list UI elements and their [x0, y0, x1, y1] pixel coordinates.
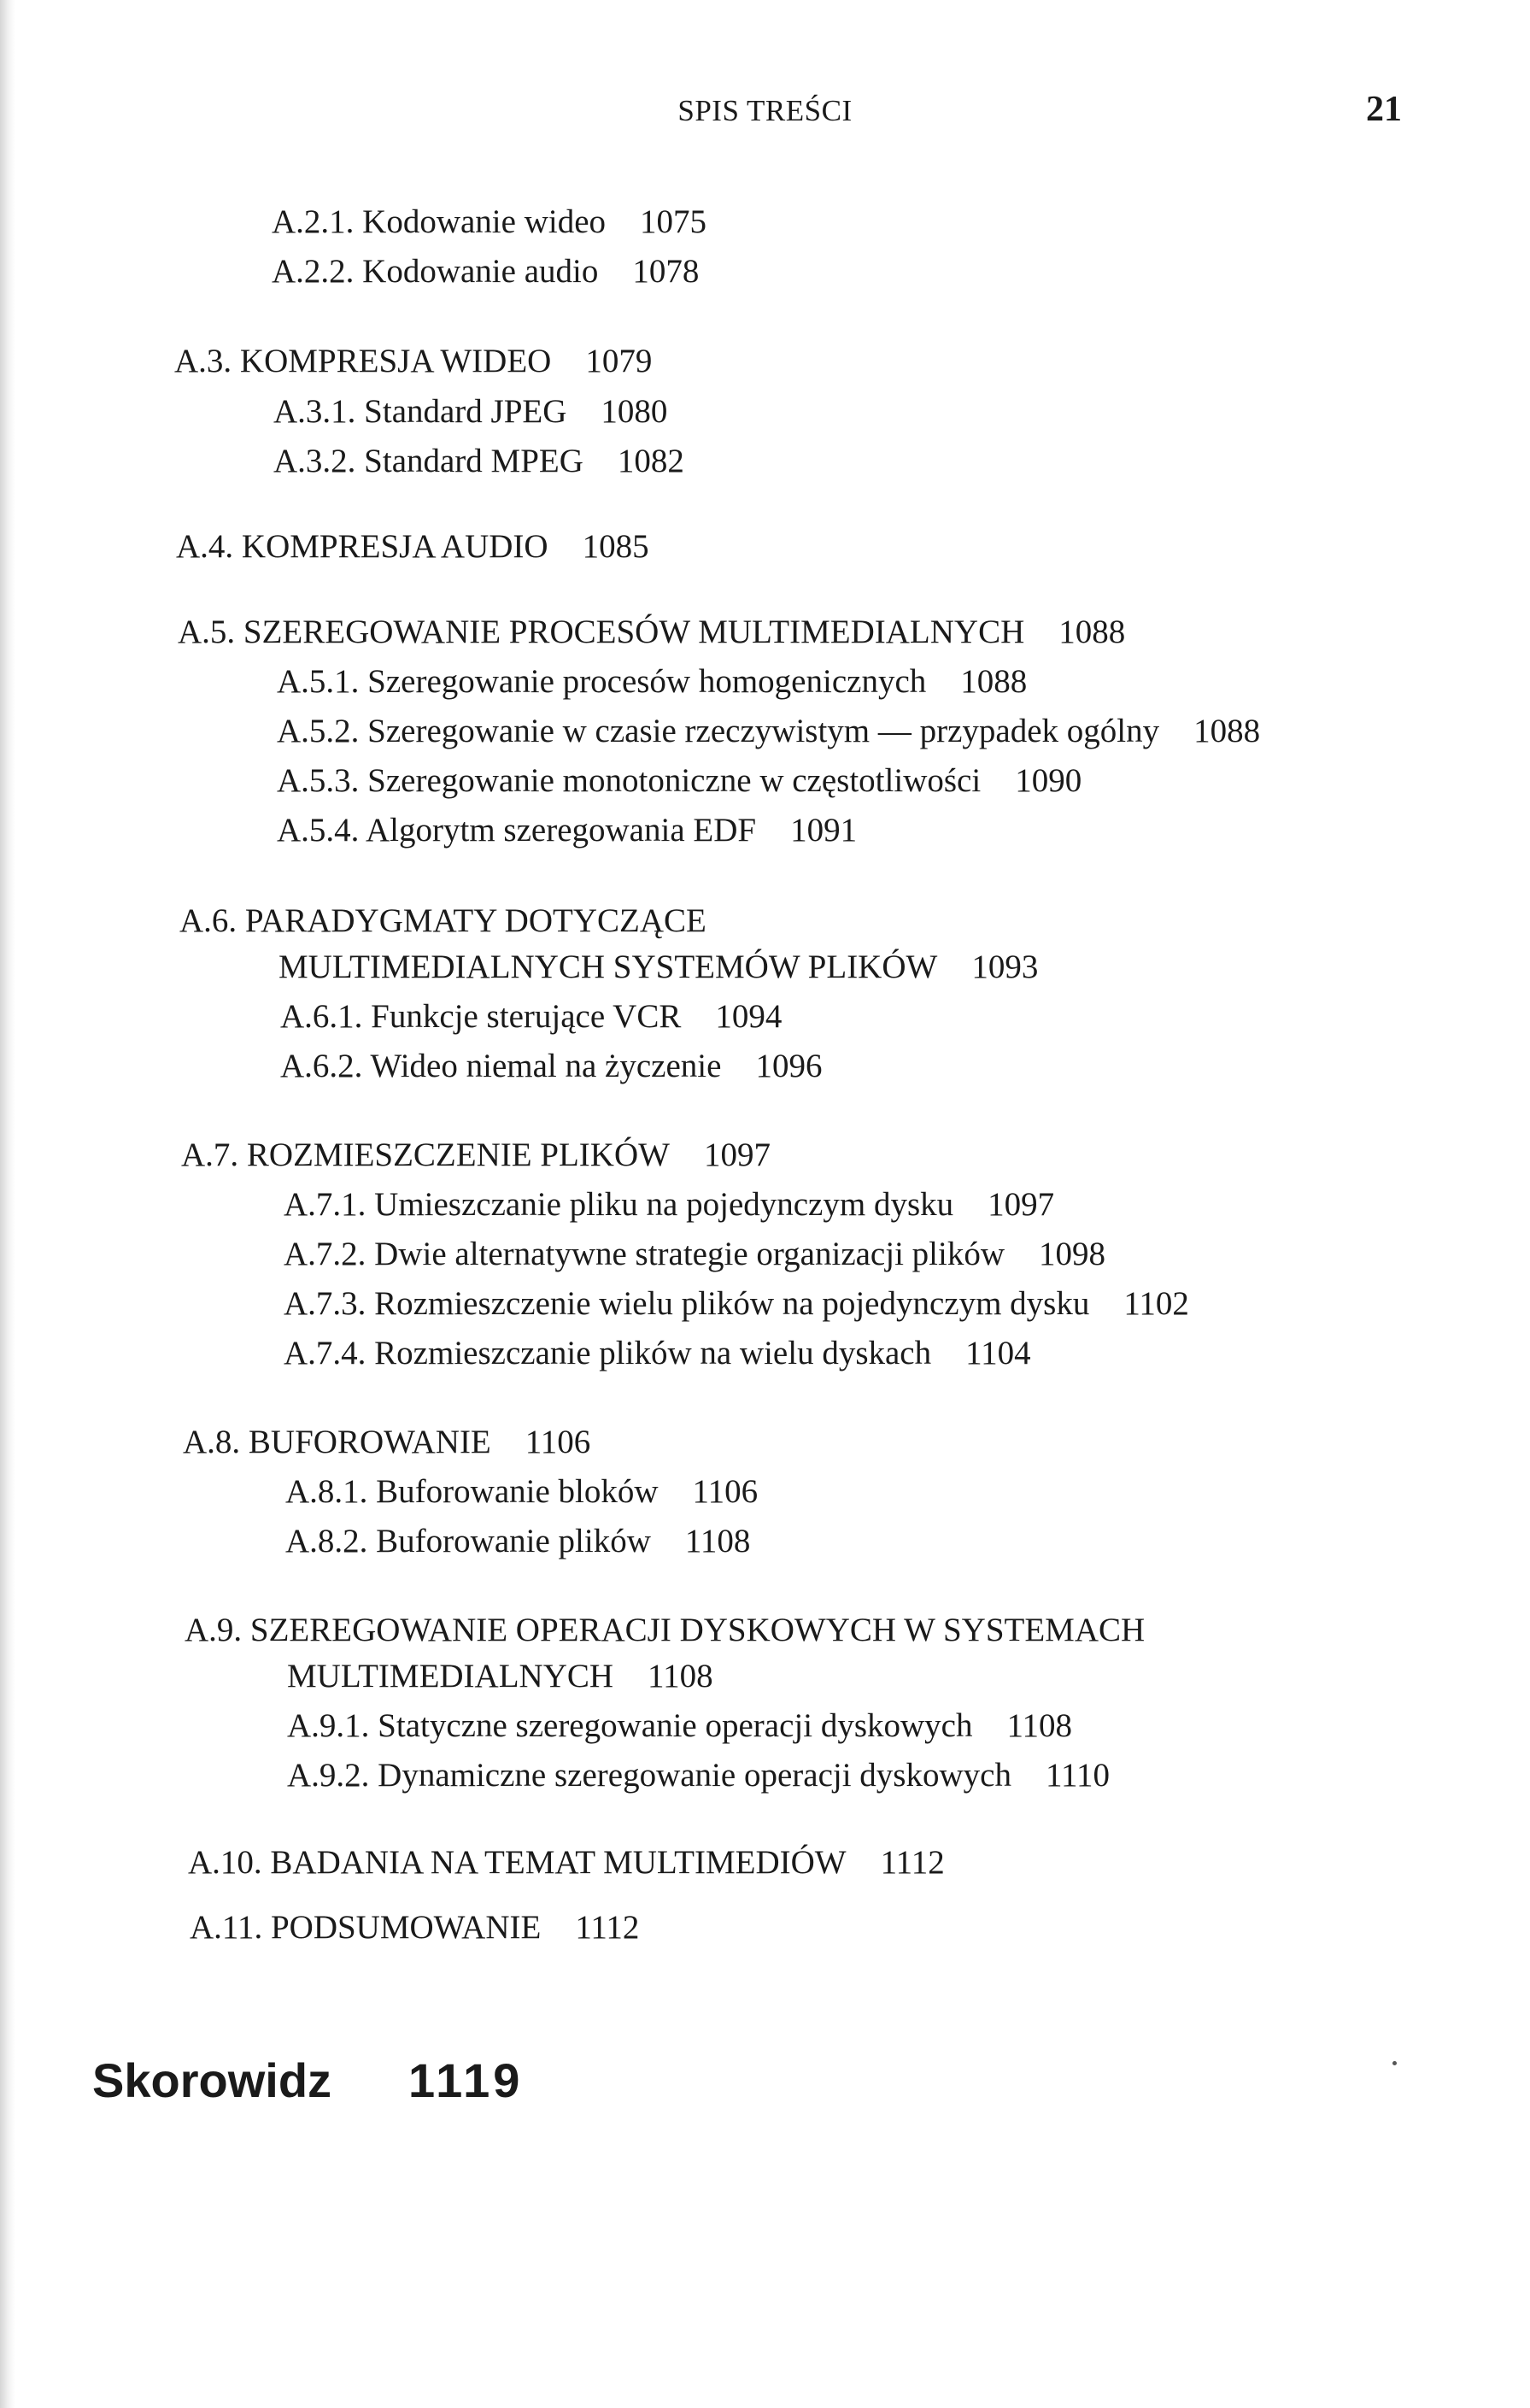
toc-entry-page: 1082 — [617, 443, 684, 479]
toc-entry-page: 1094 — [715, 998, 783, 1035]
toc-entry-page: 1075 — [640, 203, 707, 240]
toc-entry-page: 1098 — [1039, 1236, 1106, 1272]
toc-entry-label: A.8. BUFOROWANIE — [183, 1424, 491, 1460]
toc-entry-page: 1108 — [1006, 1707, 1073, 1744]
toc-entry-page: 1080 — [601, 393, 668, 430]
toc-entry-label: A.7.1. Umieszczanie pliku na pojedynczym dysku — [284, 1186, 954, 1223]
toc-section-continued — [278, 950, 1038, 984]
toc-entry-label: A.7.2. Dwie alternatywne strategie organizacji plików — [284, 1236, 1005, 1272]
toc-entry-label: A.5.1. Szeregowanie procesów homogenicznych — [277, 663, 927, 700]
toc-entry-page: 1106 — [525, 1424, 591, 1460]
toc-entry-page: 1090 — [1015, 762, 1082, 799]
toc-entry-page: 1088 — [1193, 713, 1261, 749]
toc-entry-label: A.5.3. Szeregowanie monotoniczne w częstotliwości — [277, 762, 982, 799]
toc-entry-label: A.7.4. Rozmieszczanie plików na wielu dyskach — [284, 1335, 932, 1371]
toc-entry — [285, 1524, 750, 1558]
toc-entry-label: A.3.2. Standard MPEG — [273, 443, 583, 479]
page-number: 21 — [1366, 90, 1402, 129]
toc-entry-page: 1088 — [1058, 614, 1126, 650]
toc-entry-page: 1102 — [1123, 1285, 1189, 1322]
toc-entry — [287, 1709, 1072, 1742]
toc-entry-label: A.6.1. Funkcje sterujące VCR — [280, 998, 682, 1035]
toc-entry-page: 1104 — [965, 1335, 1031, 1371]
toc-entry-page: 1091 — [790, 812, 858, 849]
toc-section — [176, 530, 649, 563]
toc-entry — [277, 714, 1260, 748]
toc-entry-label: A.5. SZEREGOWANIE PROCESÓW MULTIMEDIALNYCH — [178, 614, 1025, 650]
toc-entry-page: 1112 — [880, 1844, 945, 1881]
toc-entry — [280, 1000, 782, 1033]
toc-entry-label: A.2.1. Kodowanie wideo — [272, 203, 607, 240]
toc-section — [185, 1613, 1145, 1647]
toc-entry — [284, 1336, 1031, 1370]
toc-entry — [284, 1237, 1105, 1271]
index-page: 1119 — [408, 2053, 524, 2107]
toc-entry — [277, 764, 1082, 797]
toc-section — [190, 1911, 639, 1944]
toc-entry — [273, 395, 667, 428]
toc-entry-label: MULTIMEDIALNYCH — [287, 1658, 614, 1694]
toc-entry-label: A.9.2. Dynamiczne szeregowanie operacji dyskowych — [287, 1757, 1011, 1794]
toc-entry-page: 1108 — [648, 1658, 713, 1694]
toc-entry-label: A.10. BADANIA NA TEMAT MULTIMEDIÓW — [188, 1844, 847, 1881]
running-header-title: SPIS TREŚCI — [677, 94, 853, 127]
toc-entry-label: A.7. ROZMIESZCZENIE PLIKÓW — [181, 1136, 670, 1173]
toc-entry — [280, 1049, 822, 1083]
toc-entry-label: A.6.2. Wideo niemal na życzenie — [280, 1048, 722, 1084]
toc-section-continued — [287, 1659, 713, 1693]
toc-entry-page: 1085 — [582, 528, 649, 565]
toc-entry-page: 1097 — [988, 1186, 1055, 1223]
scan-speck — [1392, 2061, 1397, 2065]
toc-entry-page: 1088 — [960, 663, 1028, 700]
toc-entry — [277, 813, 857, 847]
toc-entry-page: 1106 — [692, 1473, 759, 1510]
toc-entry-page: 1078 — [632, 253, 700, 290]
toc-entry-page: 1097 — [703, 1136, 771, 1173]
toc-entry — [284, 1287, 1189, 1320]
index-entry — [92, 2053, 523, 2108]
toc-entry-label: A.3. KOMPRESJA WIDEO — [174, 343, 552, 379]
toc-entry-label: A.11. PODSUMOWANIE — [190, 1909, 542, 1946]
index-label: Skorowidz — [92, 2053, 332, 2107]
toc-entry-label: A.7.3. Rozmieszczenie wielu plików na pojedynczym dysku — [284, 1285, 1090, 1322]
toc-section — [183, 1425, 590, 1459]
toc-entry-label: A.8.2. Buforowanie plików — [285, 1523, 651, 1559]
toc-entry-label: A.4. KOMPRESJA AUDIO — [176, 528, 548, 565]
toc-entry-label: A.6. PARADYGMATY DOTYCZĄCE — [179, 902, 706, 939]
toc-entry-page: 1110 — [1045, 1757, 1111, 1794]
toc-entry-label: A.2.2. Kodowanie audio — [272, 253, 599, 290]
toc-entry — [287, 1759, 1110, 1792]
toc-entry-page: 1112 — [575, 1909, 640, 1946]
toc-entry — [285, 1475, 758, 1508]
toc-entry-page: 1079 — [585, 343, 653, 379]
toc-section — [181, 1138, 771, 1172]
toc-entry-label: A.5.4. Algorytm szeregowania EDF — [277, 812, 757, 849]
toc-entry — [272, 205, 706, 238]
toc-section — [178, 615, 1125, 649]
toc-section — [174, 344, 652, 378]
toc-entry — [284, 1188, 1054, 1221]
toc-entry-label: A.9.1. Statyczne szeregowanie operacji dyskowych — [287, 1707, 973, 1744]
toc-section — [179, 904, 706, 937]
toc-entry — [273, 444, 684, 478]
toc-entry-page: 1096 — [755, 1048, 823, 1084]
toc-entry-page: 1093 — [971, 949, 1039, 985]
toc-entry — [272, 255, 699, 288]
toc-entry-label: MULTIMEDIALNYCH SYSTEMÓW PLIKÓW — [278, 949, 938, 985]
toc-entry-label: A.8.1. Buforowanie bloków — [285, 1473, 659, 1510]
toc-section — [188, 1846, 945, 1879]
toc-entry-page: 1108 — [684, 1523, 751, 1559]
toc-entry-label: A.5.2. Szeregowanie w czasie rzeczywistym — przypadek ogólny — [277, 713, 1160, 749]
toc-entry-label: A.3.1. Standard JPEG — [273, 393, 567, 430]
toc-entry-label: A.9. SZEREGOWANIE OPERACJI DYSKOWYCH W SYSTEMACH — [185, 1612, 1146, 1648]
toc-entry — [277, 665, 1027, 698]
page-edge-shadow — [0, 0, 15, 2408]
